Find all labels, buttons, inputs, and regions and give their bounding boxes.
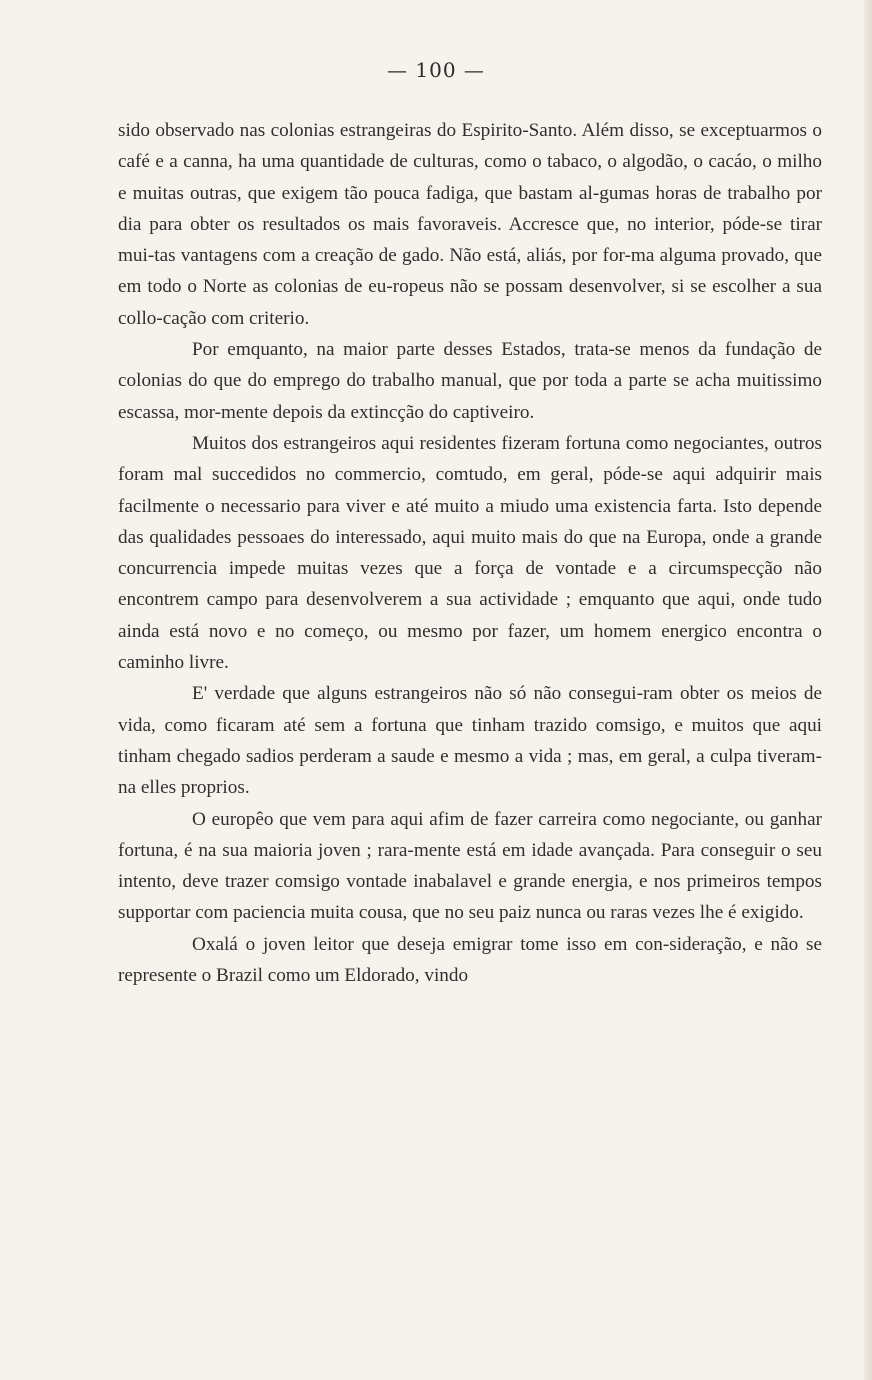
paragraph-2: Por emquanto, na maior parte desses Estados, trata-se menos da fundação de colonias do que do emprego do trabalho manual, que por toda a parte se acha muitissimo escassa, mor-mente depois da extincção do captiveiro.: [118, 339, 822, 423]
paragraph-6: Oxalá o joven leitor que deseja emigrar tome isso em con-sideração, e não se represente o Brazil como um Eldorado, vindo: [118, 933, 822, 987]
body-text: [118, 115, 822, 991]
paragraph-1: sido observado nas colonias estrangeiras do Espirito-Santo. Além disso, se exceptuarmos o café e a canna, ha uma quantidade de culturas, como o tabaco, o algodão, o cacáo, o milho e muitas outras, que exigem tão pouca fadiga, que bastam al-gumas horas de trabalho por dia para obter os resultados os mais favoraveis. Accresce que, no interior, póde-se tirar mui-tas vantagens com a creação de gado. Não está, aliás, por for-ma alguma provado, que em todo o Norte as colonias de eu-ropeus não se possam desenvolver, si se escolher a sua collo-cação com criterio.: [118, 120, 822, 329]
page-number: — 100 —: [387, 58, 485, 82]
paragraph-5: O europêo que vem para aqui afim de fazer carreira como negociante, ou ganhar fortuna, é na sua maioria joven ; rara-mente está em idade avançada. Para conseguir o seu intento, deve trazer comsigo vontade inabalavel e grande energia, e nos primeiros tempos supportar com paciencia muita cousa, que no seu paiz nunca ou raras vezes lhe é exigido.: [118, 808, 822, 924]
page-edge-shadow: [864, 0, 872, 1380]
paragraph-3: Muitos dos estrangeiros aqui residentes fizeram fortuna como negociantes, outros foram mal succedidos no commercio, comtudo, em geral, póde-se aqui adquirir mais facilmente o necessario para viver e até muito a miudo uma existencia farta. Isto depende das qualidades pessoaes do interessado, aqui muito mais do que na Europa, onde a grande concurrencia impede muitas vezes que a força de vontade e a circumspecção não encontrem campo para desenvolverem a sua actividade ; emquanto que aqui, onde tudo ainda está novo e no começo, ou mesmo por fazer, um homem energico encontra o caminho livre.: [118, 432, 822, 674]
paragraph-4: E' verdade que alguns estrangeiros não só não consegui-ram obter os meios de vida, como ficaram até sem a fortuna que tinham trazido comsigo, e muitos que aqui tinham chegado sadios perderam a saude e mesmo a vida ; mas, em geral, a culpa tiveram-na elles proprios.: [118, 683, 822, 799]
